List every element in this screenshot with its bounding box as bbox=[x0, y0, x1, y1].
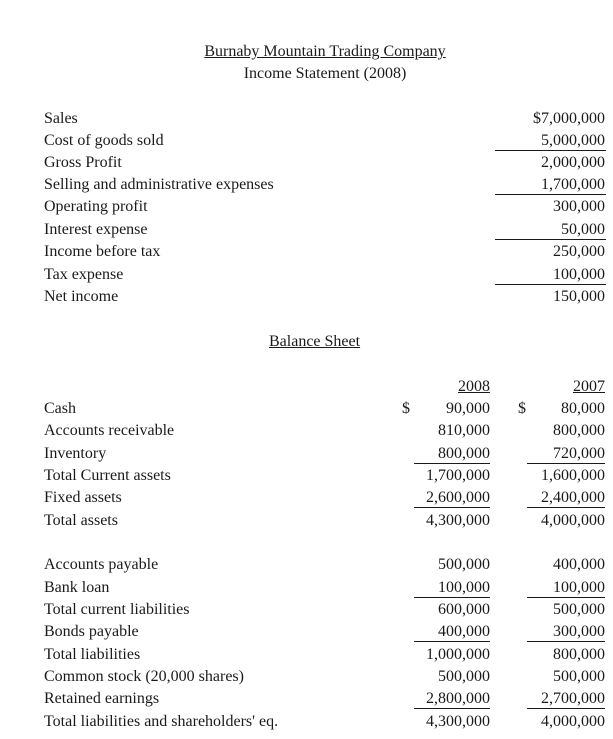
asset-row: Total Current assets 1,700,000 1,600,000 bbox=[44, 467, 605, 484]
asset-row: Fixed assets 2,600,000 2,400,000 bbox=[44, 489, 605, 506]
liability-row: Accounts payable 500,000 400,000 bbox=[44, 556, 605, 573]
underline-rule bbox=[495, 194, 606, 195]
underline-rule bbox=[414, 507, 490, 508]
income-row: Net income 150,000 bbox=[44, 288, 605, 305]
underline-rule bbox=[414, 597, 490, 598]
income-row: Gross Profit 2,000,000 bbox=[44, 154, 605, 171]
income-row: Tax expense 100,000 bbox=[44, 266, 605, 283]
asset-row: Cash $ 90,000 $ 80,000 bbox=[44, 398, 609, 420]
underline-rule bbox=[527, 463, 605, 464]
liability-row: Bonds payable 400,000 300,000 bbox=[44, 623, 605, 640]
income-row: Income before tax 250,000 bbox=[44, 243, 605, 260]
income-row: Operating profit 300,000 bbox=[44, 198, 605, 215]
liability-row: Common stock (20,000 shares) 500,000 500,000 bbox=[44, 668, 605, 685]
company-name: Burnaby Mountain Trading Company bbox=[204, 43, 446, 60]
underline-rule bbox=[527, 708, 605, 709]
liability-row: Total liabilities 1,000,000 800,000 bbox=[44, 646, 605, 663]
year-2008-header: 2008 bbox=[458, 378, 490, 395]
income-row: Interest expense 50,000 bbox=[44, 221, 605, 238]
asset-row: Accounts receivable 810,000 800,000 bbox=[44, 422, 605, 439]
balance-sheet-title: Balance Sheet bbox=[269, 333, 361, 350]
income-statement-title: Income Statement (2008) bbox=[243, 65, 407, 82]
income-row: Cost of goods sold 5,000,000 bbox=[44, 132, 605, 149]
underline-rule bbox=[414, 641, 490, 642]
liability-row: Bank loan 100,000 100,000 bbox=[44, 579, 605, 596]
dollar-sign: $ bbox=[402, 400, 410, 417]
underline-rule bbox=[527, 641, 605, 642]
underline-rule bbox=[527, 507, 605, 508]
underline-rule bbox=[495, 239, 606, 240]
underline-rule bbox=[495, 150, 606, 151]
income-row: Sales $7,000,000 bbox=[44, 110, 605, 127]
liability-row: Total current liabilities 600,000 500,000 bbox=[44, 601, 605, 618]
year-header-row bbox=[44, 376, 609, 398]
asset-row: Total assets 4,300,000 4,000,000 bbox=[44, 512, 605, 529]
underline-rule bbox=[527, 597, 605, 598]
liability-row: Total liabilities and shareholders' eq. 4,300,000 4,000,000 bbox=[44, 713, 605, 730]
asset-row: Inventory 800,000 720,000 bbox=[44, 445, 605, 462]
underline-rule bbox=[495, 284, 606, 285]
year-2007-header: 2007 bbox=[573, 378, 605, 395]
income-row: Selling and administrative expenses 1,700,000 bbox=[44, 176, 605, 193]
dollar-sign: $ bbox=[518, 400, 526, 417]
underline-rule bbox=[414, 708, 490, 709]
liability-row: Retained earnings 2,800,000 2,700,000 bbox=[44, 690, 605, 707]
underline-rule bbox=[414, 463, 490, 464]
